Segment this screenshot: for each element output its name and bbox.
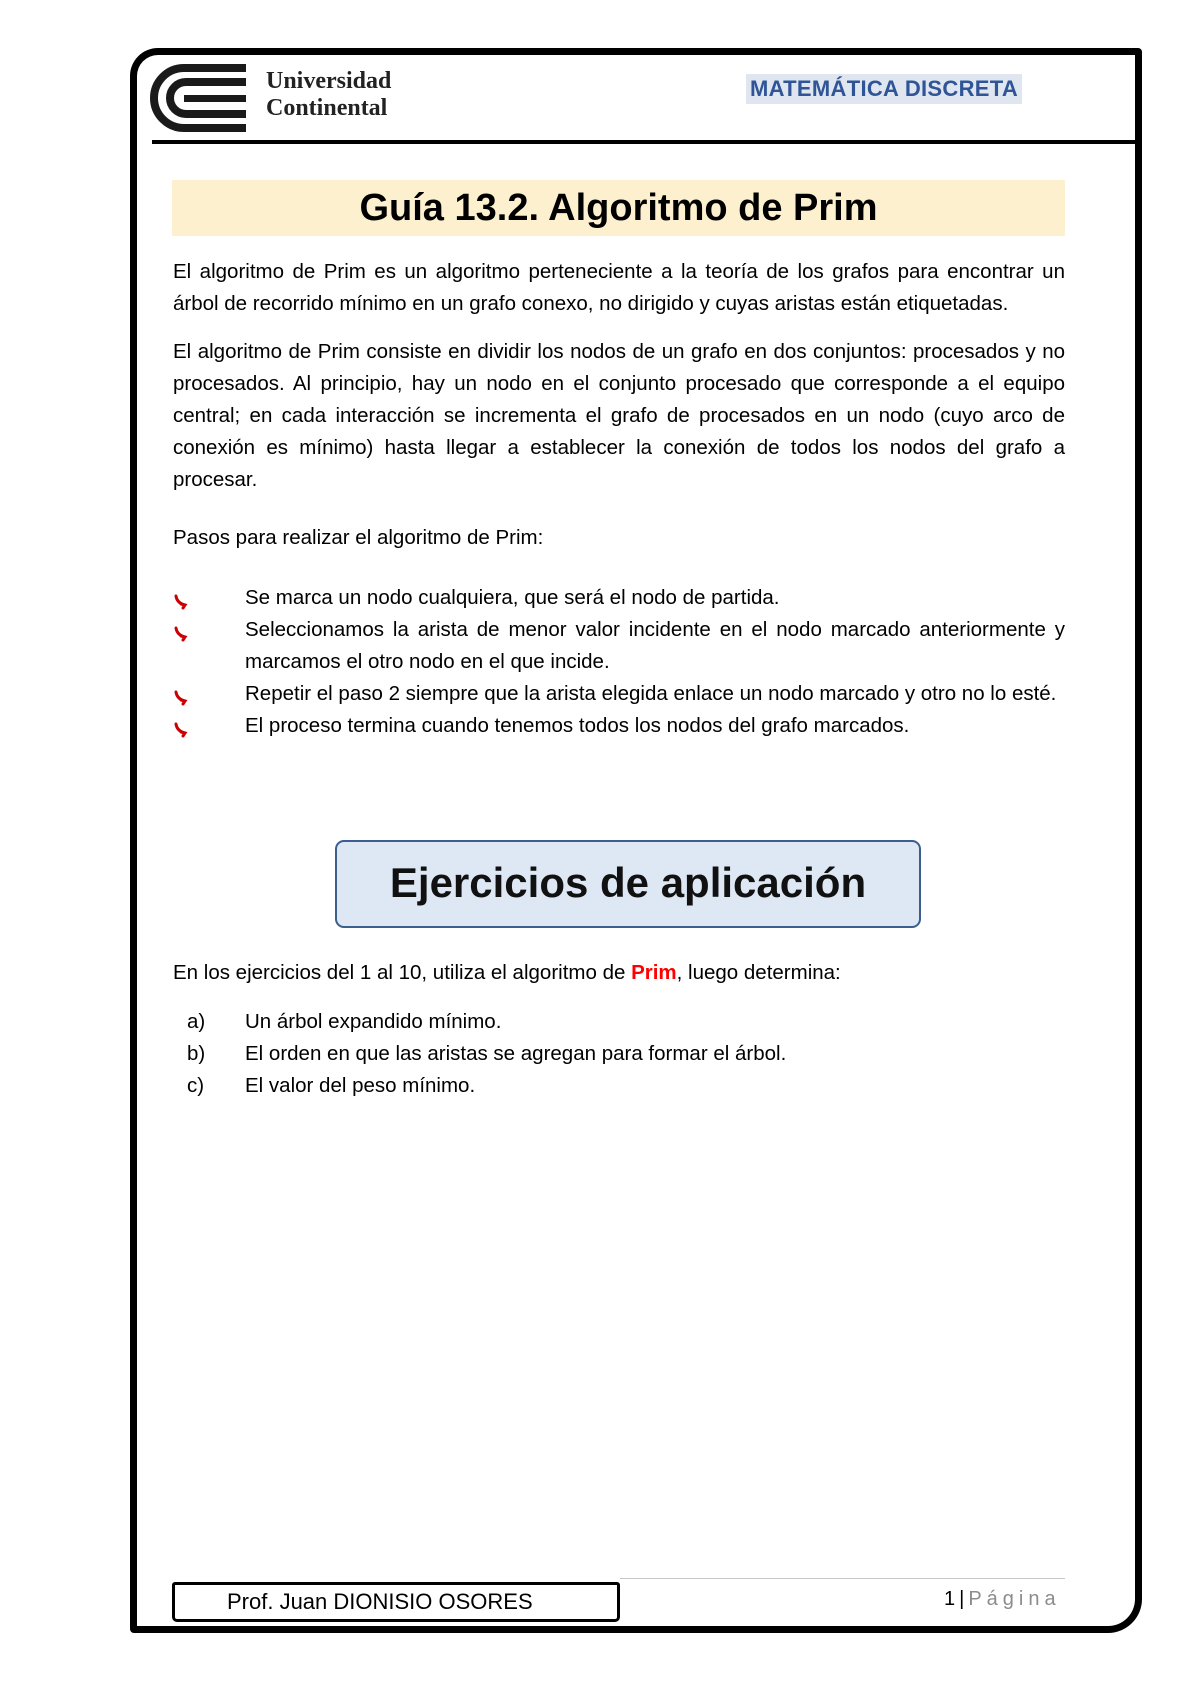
title-banner bbox=[172, 180, 1065, 236]
footer-divider bbox=[620, 1578, 1065, 1579]
list-item bbox=[173, 710, 1065, 742]
list-item bbox=[173, 1070, 786, 1102]
step-text: Repetir el paso 2 siempre que la arista elegida enlace un nodo marcado y otro no lo esté. bbox=[245, 682, 1057, 705]
header-divider bbox=[152, 140, 1137, 144]
instruction-text-before: En los ejercicios del 1 al 10, utiliza el algoritmo de bbox=[173, 961, 632, 984]
page-separator: | bbox=[959, 1588, 965, 1610]
list-item bbox=[173, 1006, 786, 1038]
universidad-continental-logo-icon bbox=[150, 62, 250, 134]
instruction-highlight: Prim bbox=[631, 961, 677, 984]
exercise-instruction bbox=[173, 957, 1065, 989]
red-arrow-bullet-icon bbox=[173, 717, 189, 735]
steps-list bbox=[173, 582, 1065, 742]
list-item bbox=[173, 678, 1065, 710]
intro-paragraph: El algoritmo de Prim es un algoritmo perteneciente a la teoría de los grafos para encontrar un árbol de recorrido mínimo en un grafo conexo, no dirigido y cuyas aristas están etiquetadas. bbox=[173, 260, 1065, 315]
red-arrow-bullet-icon bbox=[173, 589, 189, 607]
red-arrow-bullet-icon bbox=[173, 685, 189, 703]
page-word: Página bbox=[968, 1588, 1061, 1610]
description-paragraph: El algoritmo de Prim consiste en dividir los nodos de un grafo en dos conjuntos: procesados y no procesados. Al principio, hay un nodo en el conjunto procesado que corresponde a el equipo central; en cada interacción se incrementa el grafo de procesados en un nodo (cuyo arco de conexión es mínimo) hasta llegar a establecer la conexión de todos los nodos del grafo a procesar. bbox=[173, 340, 1065, 491]
task-text: El valor del peso mínimo. bbox=[245, 1074, 476, 1097]
instruction-text-after: , luego determina: bbox=[676, 961, 841, 984]
task-text: El orden en que las aristas se agregan para formar el árbol. bbox=[245, 1042, 787, 1065]
steps-title: Pasos para realizar el algoritmo de Prim: bbox=[173, 526, 544, 549]
professor-name-box bbox=[172, 1582, 620, 1622]
exercises-heading: Ejercicios de aplicación bbox=[389, 859, 867, 906]
list-item bbox=[173, 582, 1065, 614]
logo-line-2: Continental bbox=[266, 95, 388, 121]
exercises-heading-box bbox=[335, 840, 921, 928]
university-name bbox=[266, 68, 391, 122]
task-label: c) bbox=[187, 1074, 205, 1097]
page-number bbox=[944, 1586, 1061, 1612]
professor-name: Prof. Juan DIONISIO OSORES bbox=[227, 1589, 533, 1614]
course-name: MATEMÁTICA DISCRETA bbox=[746, 74, 1022, 104]
task-label: a) bbox=[187, 1010, 206, 1033]
red-arrow-bullet-icon bbox=[173, 621, 189, 639]
step-text: Se marca un nodo cualquiera, que será el nodo de partida. bbox=[245, 586, 780, 609]
task-text: Un árbol expandido mínimo. bbox=[245, 1010, 502, 1033]
step-text: Seleccionamos la arista de menor valor incidente en el nodo marcado anteriormente y marcamos el otro nodo en el que incide. bbox=[245, 618, 1065, 673]
step-text: El proceso termina cuando tenemos todos los nodos del grafo marcados. bbox=[245, 714, 910, 737]
page-number-value: 1 bbox=[944, 1588, 956, 1610]
list-item bbox=[173, 1038, 786, 1070]
task-label: b) bbox=[187, 1042, 206, 1065]
main-content bbox=[173, 256, 1065, 742]
task-list bbox=[173, 1006, 786, 1102]
list-item bbox=[173, 614, 1065, 678]
logo-line-1: Universidad bbox=[266, 68, 392, 94]
page-title: Guía 13.2. Algoritmo de Prim bbox=[359, 187, 878, 229]
